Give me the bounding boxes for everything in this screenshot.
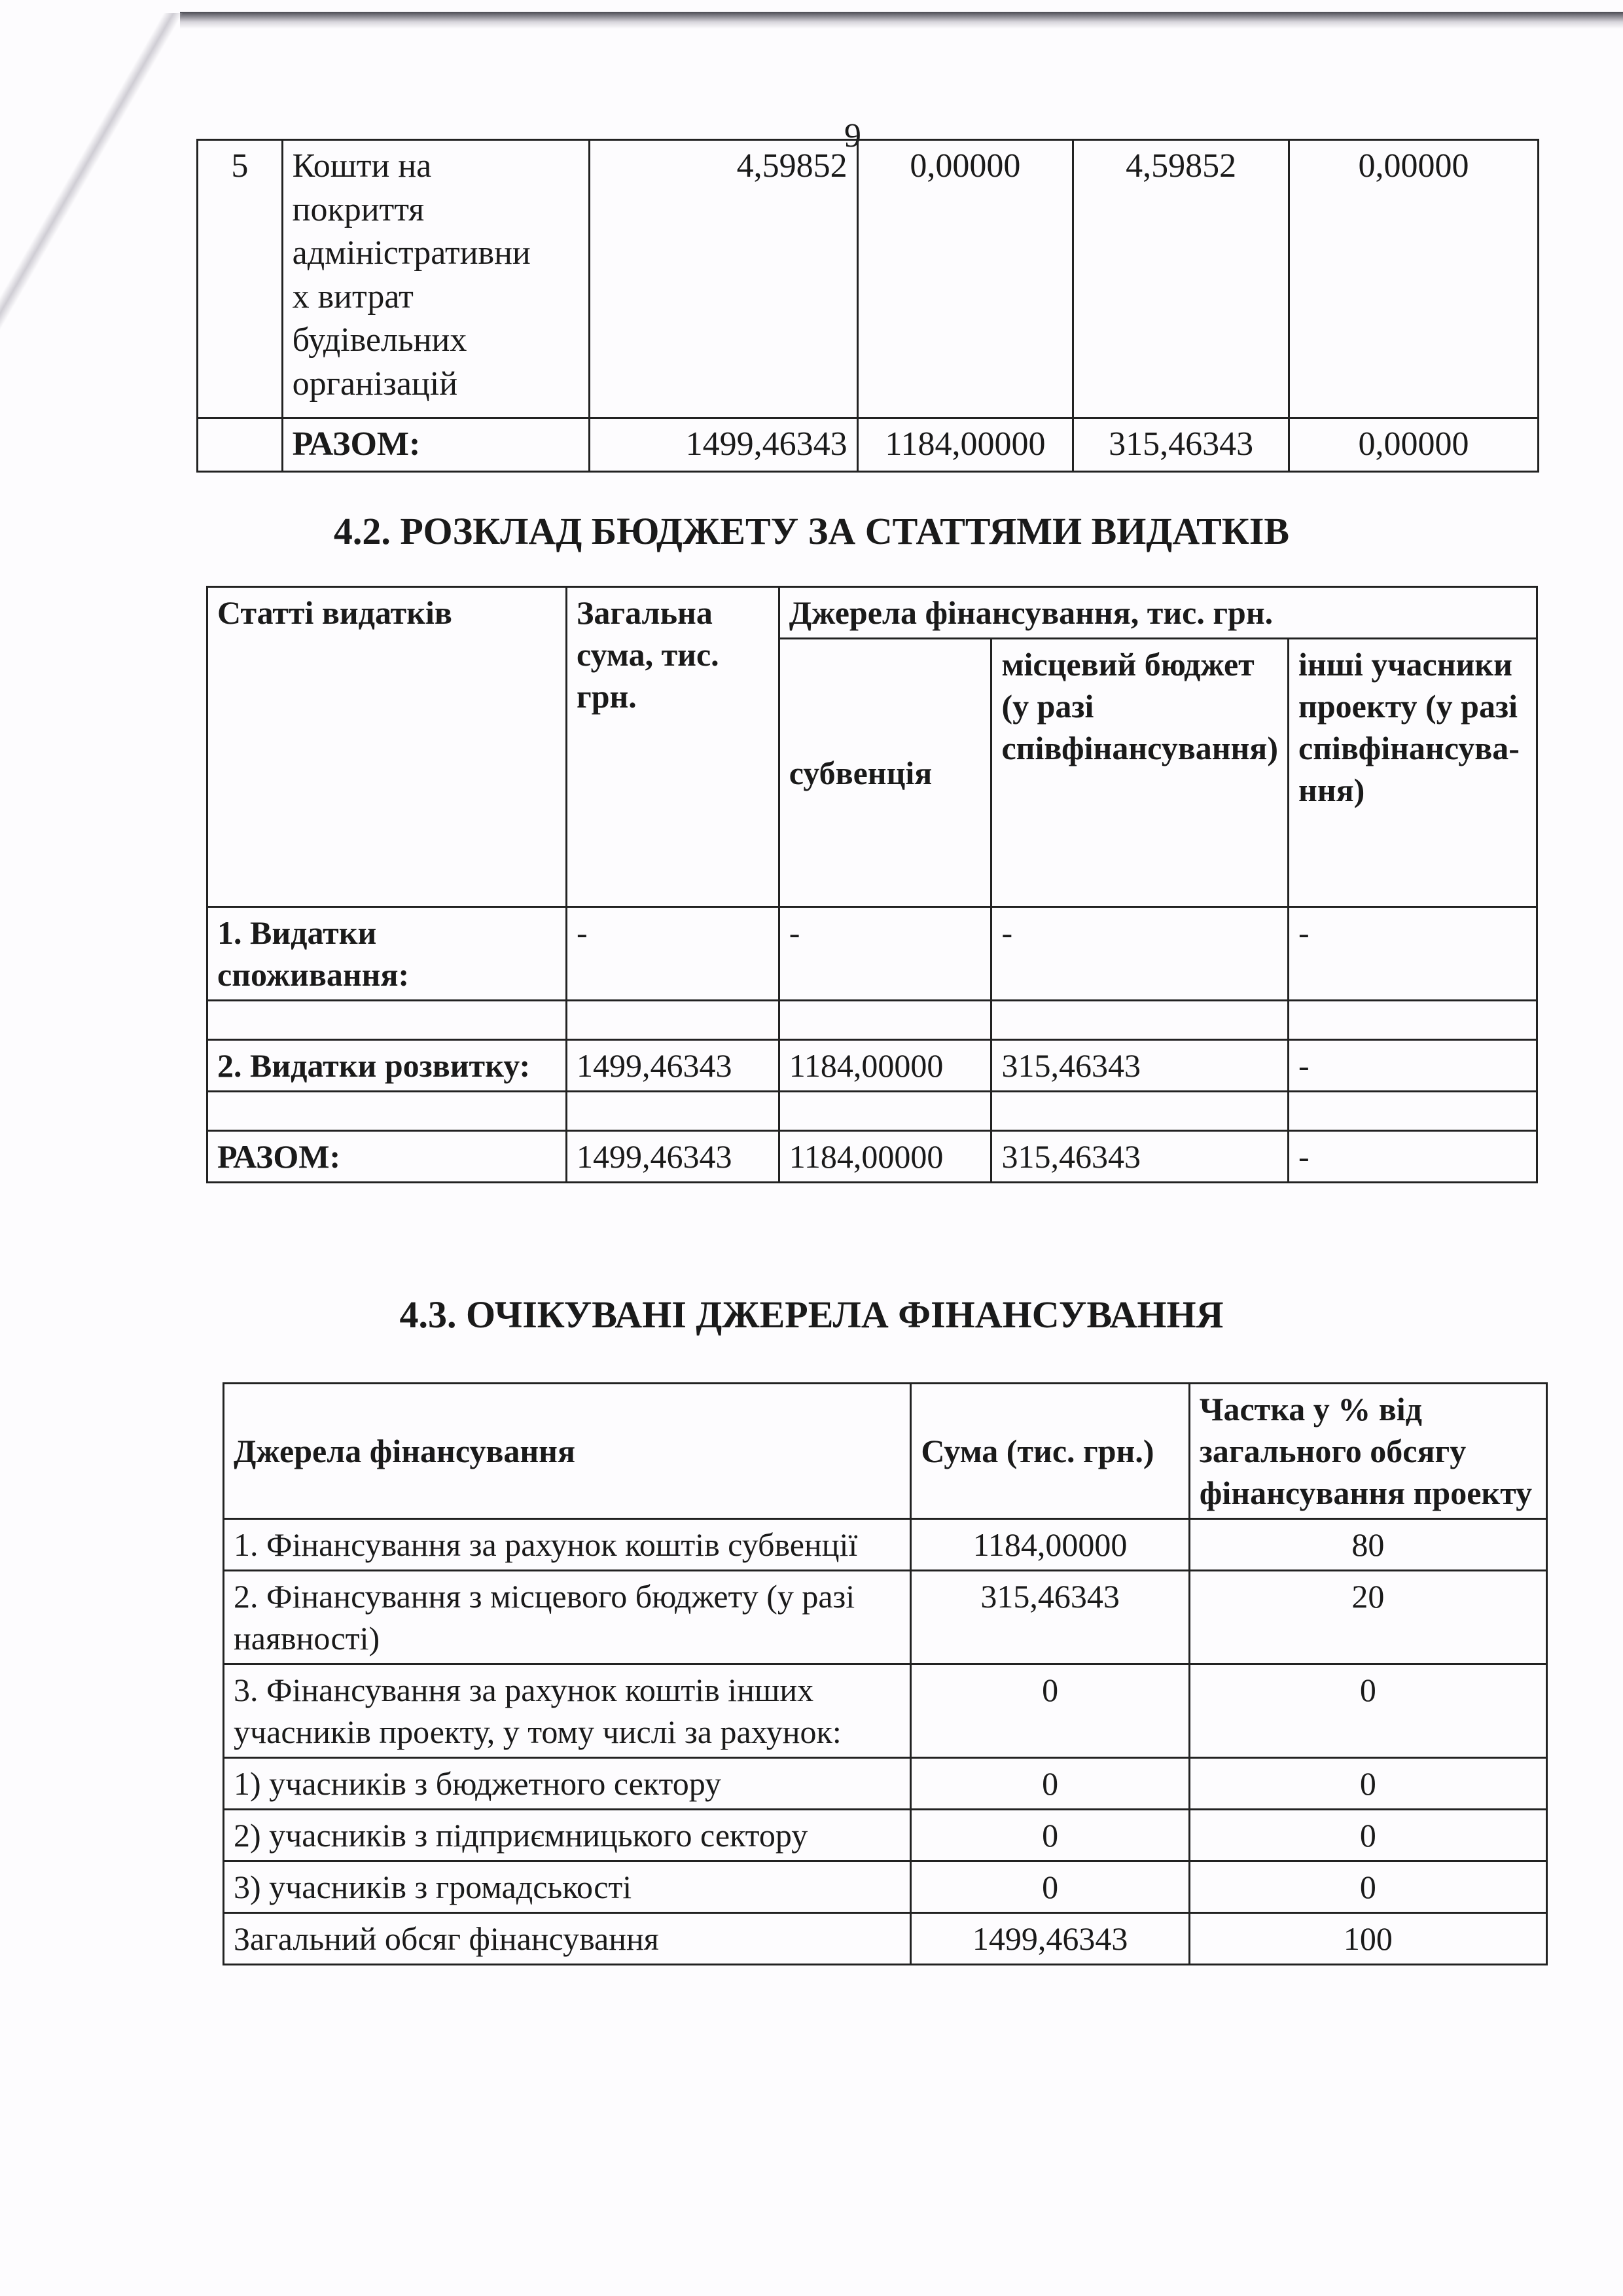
scan-corner-fold [0, 13, 183, 367]
total-cell: 1499,46343 [566, 1040, 779, 1092]
row-label [207, 1001, 567, 1040]
scan-fold-shadow [0, 0, 1623, 39]
other-cell: 0,00000 [1289, 140, 1538, 418]
header-local-budget: місцевий бюджет (у разі співфінансування) [991, 639, 1289, 907]
total-label: РАЗОМ: [282, 418, 590, 472]
row-label: 1. Фінансування за рахунок коштів субвенції [224, 1519, 911, 1571]
other-cell [1289, 1001, 1537, 1040]
table-row [224, 1758, 1547, 1810]
table-row [224, 1810, 1547, 1861]
other-cell [1289, 1092, 1537, 1131]
table-row [224, 1571, 1547, 1664]
table-row [224, 1664, 1547, 1758]
row-label: 1. Видатки споживання: [207, 907, 567, 1001]
subvention-cell: 1184,00000 [779, 1040, 991, 1092]
row-label: 3) учасників з громадськості [224, 1861, 911, 1913]
amount-cell: 1499,46343 [911, 1913, 1189, 1965]
subvention-cell [779, 1001, 991, 1040]
table-row-empty [207, 1092, 1537, 1131]
table-row-empty [207, 1001, 1537, 1040]
row-label [282, 140, 590, 418]
local-budget-cell: 315,46343 [991, 1040, 1289, 1092]
row-label [207, 1092, 567, 1131]
other-cell: - [1289, 1040, 1537, 1092]
row-label: 2. Фінансування з місцевого бюджету (у разі наявності) [224, 1571, 911, 1664]
header-row [207, 587, 1537, 639]
row-label: 2) учасників з підприємницького сектору [224, 1810, 911, 1861]
local-budget-cell: 315,46343 [1073, 418, 1289, 472]
scan-top-edge [180, 12, 1623, 29]
share-cell: 0 [1189, 1664, 1546, 1758]
label-line: організацій [292, 365, 458, 403]
header-expense-items: Статті видатків [207, 587, 567, 907]
label-line: х витрат [292, 278, 414, 315]
amount-cell: 315,46343 [911, 1571, 1189, 1664]
header-funding-sources: Джерела фінансування, тис. грн. [779, 587, 1537, 639]
total-label: РАЗОМ: [207, 1131, 567, 1183]
section-title-4-3: 4.3. ОЧІКУВАНІ ДЖЕРЕЛА ФІНАНСУВАННЯ [399, 1293, 1224, 1336]
total-cell: 4,59852 [590, 140, 857, 418]
section-title-4-2: 4.2. РОЗКЛАД БЮДЖЕТУ ЗА СТАТТЯМИ ВИДАТКІВ [333, 510, 1290, 552]
table-row [207, 1040, 1537, 1092]
amount-cell: 0 [911, 1861, 1189, 1913]
table-row [224, 1861, 1547, 1913]
subvention-cell: 1184,00000 [779, 1131, 991, 1183]
total-cell: - [566, 907, 779, 1001]
share-cell: 20 [1189, 1571, 1546, 1664]
row-label: 3. Фінансування за рахунок коштів інших учасників проекту, у тому числі за рахунок: [224, 1664, 911, 1758]
table-row [207, 907, 1537, 1001]
local-budget-cell [991, 1092, 1289, 1131]
subvention-cell: 0,00000 [857, 140, 1073, 418]
row-number [198, 418, 283, 472]
amount-cell: 0 [911, 1758, 1189, 1810]
share-cell: 0 [1189, 1810, 1546, 1861]
table-row [224, 1519, 1547, 1571]
other-cell: 0,00000 [1289, 418, 1538, 472]
label-line: покриття [292, 190, 425, 228]
total-label: Загальний обсяг фінансування [224, 1913, 911, 1965]
share-cell: 0 [1189, 1861, 1546, 1913]
subvention-cell: 1184,00000 [857, 418, 1073, 472]
row-label: 1) учасників з бюджетного сектору [224, 1758, 911, 1810]
total-cell: 1499,46343 [566, 1131, 779, 1183]
amount-cell: 0 [911, 1810, 1189, 1861]
other-cell: - [1289, 907, 1537, 1001]
share-cell: 0 [1189, 1758, 1546, 1810]
table-row-total [198, 418, 1539, 472]
label-line: Кошти на [292, 147, 432, 185]
share-cell: 100 [1189, 1913, 1546, 1965]
header-share: Частка у % від загального обсягу фінансування проекту [1189, 1384, 1546, 1519]
other-cell: - [1289, 1131, 1537, 1183]
row-number: 5 [198, 140, 283, 418]
funding-sources-table [223, 1382, 1548, 1965]
label-line: будівельних [292, 321, 467, 359]
subvention-cell: - [779, 907, 991, 1001]
header-total-sum: Загальна сума, тис. грн. [566, 587, 779, 907]
total-cell: 1499,46343 [590, 418, 857, 472]
header-source: Джерела фінансування [224, 1384, 911, 1519]
total-cell [566, 1001, 779, 1040]
table-row [198, 140, 1539, 418]
share-cell: 80 [1189, 1519, 1546, 1571]
header-amount: Сума (тис. грн.) [911, 1384, 1189, 1519]
budget-by-expense-table [206, 586, 1538, 1183]
subvention-cell [779, 1092, 991, 1131]
amount-cell: 0 [911, 1664, 1189, 1758]
label-line: адміністративни [292, 234, 531, 272]
header-subvention: субвенція [779, 639, 991, 907]
local-budget-cell: 4,59852 [1073, 140, 1289, 418]
local-budget-cell [991, 1001, 1289, 1040]
amount-cell: 1184,00000 [911, 1519, 1189, 1571]
table-row-total [224, 1913, 1547, 1965]
local-budget-cell: - [991, 907, 1289, 1001]
total-cell [566, 1092, 779, 1131]
local-budget-cell: 315,46343 [991, 1131, 1289, 1183]
table-row-total [207, 1131, 1537, 1183]
header-other-participants: інші учасники проекту (у разі співфінансува-ння) [1289, 639, 1537, 907]
header-row [224, 1384, 1547, 1519]
row-label: 2. Видатки розвитку: [207, 1040, 567, 1092]
budget-table-continuation [196, 139, 1539, 473]
page-number: 9 [844, 117, 861, 154]
